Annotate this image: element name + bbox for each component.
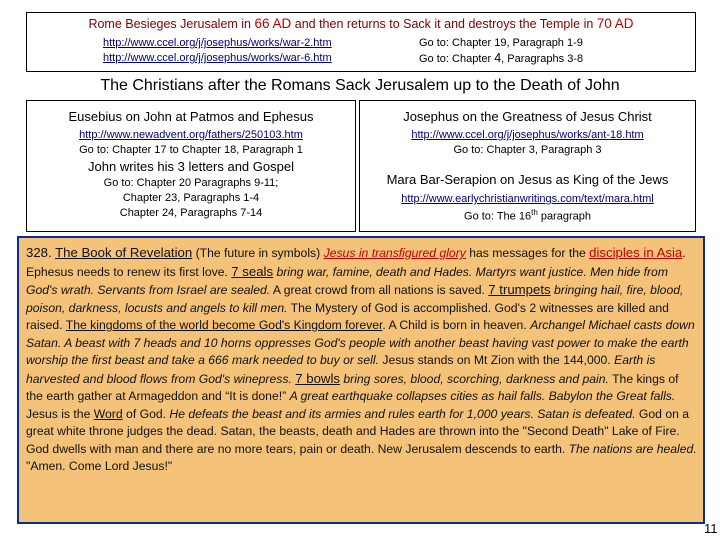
header-box — [26, 12, 696, 72]
josephus-heading: Josephus on the Greatness of Jesus Christ — [403, 109, 652, 124]
mara-heading: Mara Bar-Serapion on Jesus as King of the Jews — [386, 172, 669, 187]
josephus-box — [359, 100, 696, 232]
ant-18-link[interactable]: http://www.ccel.org/j/josephus/works/ant-18.htm — [411, 129, 644, 141]
john-letters-heading: John writes his 3 letters and Gospel — [88, 159, 294, 174]
john-goto-2: Chapter 23, Paragraphs 1-4 — [122, 192, 260, 204]
eusebius-goto: Go to: Chapter 17 to Chapter 18, Paragraph 1 — [79, 144, 303, 156]
revelation-summary-text: 328. The Book of Revelation (The future in symbols) Jesus in transfigured glory has messages for the disciples in Asia. Ephesus needs to renew its first love. 7 seals bring war, famine, death and Hades. Martyrs want justice. Men hide from God's wrath. Servants from Israel are sealed. A great crowd from all nations is saved. 7 trumpets bringing hail, fire, blood, poison, darkness, locusts and angels to kill men. The Mystery of God is accomplished. God's 2 witnesses are killed and raised. The kingdoms of the world become God's Kingdom forever. A Child is born in heaven. Archangel Michael casts down Satan. A beast with 7 heads and 10 horns oppresses God's people with another beast having vast power to make the earth worship the first beast and take a 666 mark needed to buy or sell. Jesus stands on Mt Zion with the 144,000. Earth is harvested and blood flows from God's winepress. 7 bowls bring sores, blood, scorching, darkness and pain. The kings of the earth gather at Armageddon and “It is done!” A great earthquake collapses cities as hail falls. Babylon the Great falls. Jesus is the Word of God. He defeats the beast and its armies and rules earth for 1,000 years. Satan is defeated. God on a great white throne judges the dead. Satan, the beasts, death and Hades are thrown into the "Second Death" Lake of Fire. God dwells with man and there are no more tears, pain or death. New Jerusalem descends to earth. The nations are healed. "Amen. Come Lord Jesus!" — [26, 245, 697, 473]
john-goto-1: Go to: Chapter 20 Paragraphs 9-11; — [103, 177, 279, 189]
war-6-link[interactable]: http://www.ccel.org/j/josephus/works/war-6.htm — [103, 52, 332, 64]
eusebius-box — [26, 100, 356, 232]
page-number: 11 — [704, 521, 718, 536]
war-2-link[interactable]: http://www.ccel.org/j/josephus/works/war-2.htm — [103, 37, 332, 49]
mara-link[interactable]: http://www.earlychristianwritings.com/text/mara.html — [401, 193, 654, 205]
newadvent-link[interactable]: http://www.newadvent.org/fathers/250103.htm — [79, 129, 303, 141]
page-subtitle: The Christians after the Romans Sack Jerusalem up to the Death of John — [100, 77, 620, 94]
mara-goto: Go to: The 16th paragraph — [464, 208, 591, 223]
john-goto-3: Chapter 24, Paragraphs 7-14 — [119, 207, 263, 219]
josephus-goto: Go to: Chapter 3, Paragraph 3 — [453, 144, 602, 156]
revelation-summary-box — [17, 236, 705, 524]
war-6-goto: Go to: Chapter 4, Paragraphs 3-8 — [419, 51, 584, 65]
eusebius-heading: Eusebius on John at Patmos and Ephesus — [68, 109, 314, 124]
war-2-goto: Go to: Chapter 19, Paragraph 1-9 — [419, 37, 583, 49]
header-title: Rome Besieges Jerusalem in 66 AD and then returns to Sack it and destroys the Temple in 70 AD — [88, 16, 634, 31]
